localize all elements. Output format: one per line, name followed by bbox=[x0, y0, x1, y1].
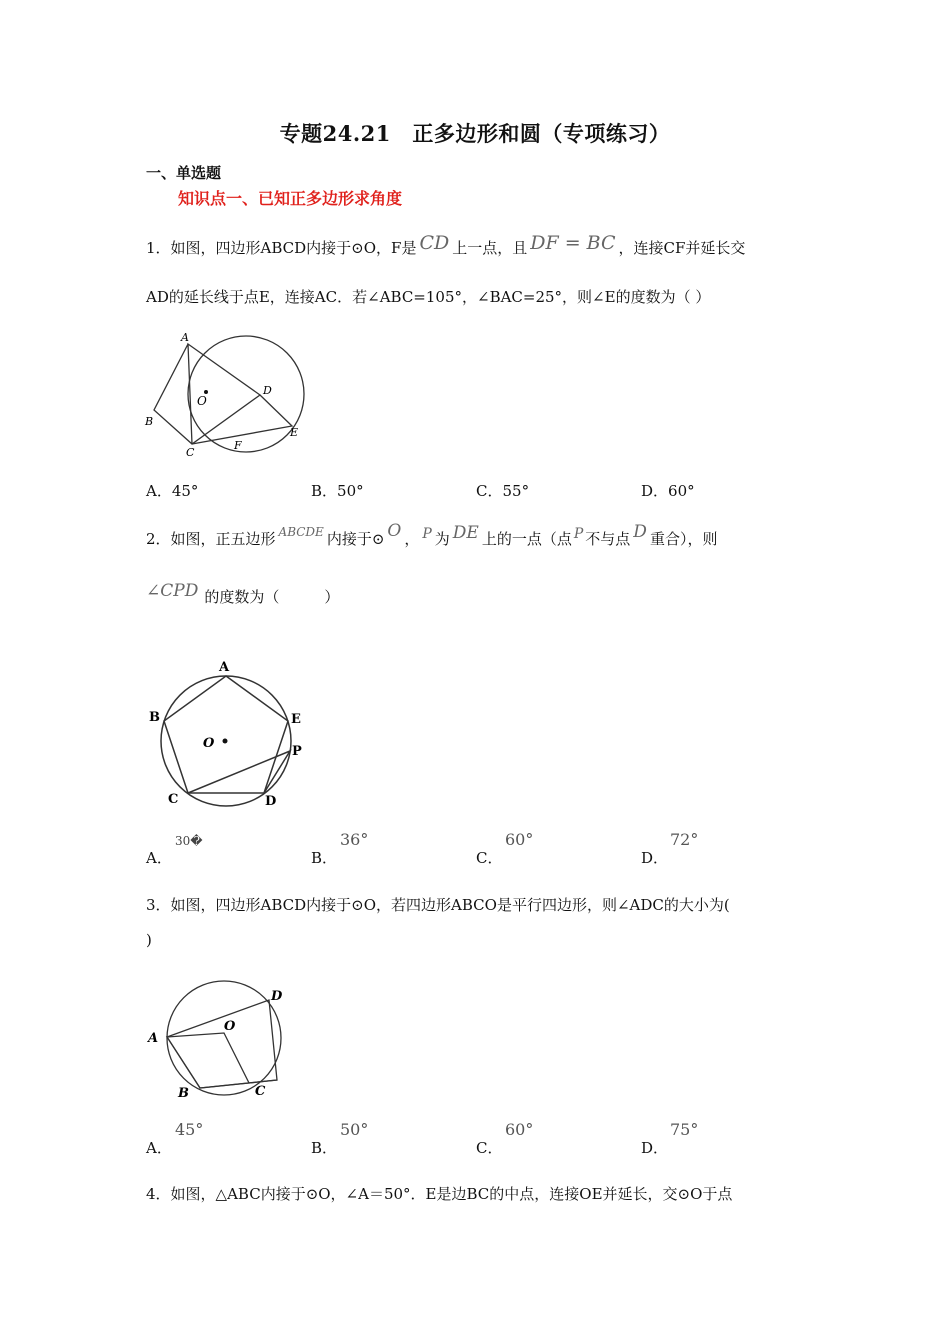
q3-label-d: D bbox=[271, 989, 283, 1004]
q1-line1 bbox=[146, 232, 746, 258]
q2-angle-lines bbox=[188, 751, 290, 793]
q1-label-a: A bbox=[181, 331, 189, 344]
q2-option-d[interactable]: D． 72° bbox=[641, 830, 699, 867]
q2-figure bbox=[140, 655, 315, 813]
q1-arc-cd: CD bbox=[419, 232, 450, 254]
q1-label-f: F bbox=[234, 439, 242, 452]
q2-math-o: O bbox=[387, 521, 402, 541]
q1-figure bbox=[140, 328, 310, 456]
q3-quadrilateral bbox=[167, 1000, 277, 1088]
q3-figure bbox=[140, 975, 300, 1103]
q3-option-d[interactable]: D． 75° bbox=[641, 1120, 699, 1157]
q2-math-p: P bbox=[422, 526, 432, 542]
q1-label-o: O bbox=[197, 394, 207, 408]
q2-text-part3: ， bbox=[404, 530, 420, 548]
q1-label-d: D bbox=[263, 384, 272, 397]
q2-option-b[interactable]: B． 36° bbox=[311, 830, 369, 867]
q2-center-dot bbox=[223, 739, 228, 744]
q2-label-p: P bbox=[292, 744, 302, 759]
q2-text-part7: 重合），则 bbox=[649, 530, 718, 548]
q2-label-c: C bbox=[168, 792, 179, 807]
q3-option-c[interactable]: C． 60° bbox=[476, 1120, 534, 1157]
q2-label-d: D bbox=[265, 794, 277, 809]
q2-label-b: B bbox=[149, 710, 160, 725]
q2-text-part5: 上的一点（点 bbox=[481, 530, 572, 548]
q2-text-part1: 2．如图，正五边形 bbox=[146, 530, 276, 548]
page-title: 专题24.21 正多边形和圆（专项练习） bbox=[279, 121, 671, 146]
q2-math-abcde: ABCDE bbox=[278, 525, 324, 539]
q2-label-e: E bbox=[291, 712, 301, 727]
q3-label-o: O bbox=[224, 1019, 236, 1034]
q3-line2: ) bbox=[146, 931, 152, 949]
q1-option-c[interactable]: C．55° bbox=[476, 482, 530, 500]
q3-option-a[interactable]: A． 45° bbox=[146, 1120, 204, 1157]
q3-label-a: A bbox=[148, 1031, 159, 1046]
q1-quadrilateral bbox=[154, 344, 260, 444]
q1-option-a[interactable]: A．45° bbox=[146, 482, 199, 500]
q1-text-part1: 1．如图，四边形ABCD内接于⊙O，F是 bbox=[146, 239, 417, 257]
q1-text-part2: 上一点，且 bbox=[452, 239, 528, 257]
q3-label-b: B bbox=[178, 1086, 189, 1101]
q2-text-part2: 内接于⊙ bbox=[326, 530, 385, 548]
q2-text-part8: 的度数为（ ） bbox=[204, 588, 340, 606]
q2-text-part6: 不与点 bbox=[585, 530, 631, 548]
q1-label-e: E bbox=[290, 426, 299, 439]
q1-option-b[interactable]: B．50° bbox=[311, 482, 364, 500]
q1-option-d[interactable]: D．60° bbox=[641, 482, 695, 500]
q2-arc-de: DE bbox=[452, 523, 479, 543]
q3-circle bbox=[167, 981, 281, 1095]
q3-option-b[interactable]: B． 50° bbox=[311, 1120, 369, 1157]
q2-text-part4: 为 bbox=[434, 530, 450, 548]
q2-option-a[interactable]: A． 30� bbox=[146, 834, 203, 867]
q2-math-d: D bbox=[633, 522, 647, 542]
q2-option-c[interactable]: C． 60° bbox=[476, 830, 534, 867]
q1-arc-equation: DF = BC bbox=[530, 232, 616, 254]
q1-line2: AD的延长线于点E，连接AC．若∠ABC=105°，∠BAC=25°，则∠E的度数为（ ） bbox=[146, 288, 711, 306]
q2-math-angle-cpd: ∠CPD bbox=[146, 581, 199, 601]
subsection-heading: 知识点一、已知正多边形求角度 bbox=[178, 189, 403, 208]
q3-parallelogram bbox=[167, 1033, 249, 1088]
q2-label-o: O bbox=[203, 736, 215, 751]
q1-label-b: B bbox=[145, 415, 154, 428]
q1-label-c: C bbox=[186, 446, 195, 456]
q2-math-p2: P bbox=[573, 526, 584, 542]
q2-label-a: A bbox=[219, 660, 230, 675]
q3-line1: 3．如图，四边形ABCD内接于⊙O，若四边形ABCO是平行四边形，则∠ADC的大小为( bbox=[146, 896, 730, 914]
q1-text-part3: ，连接CF并延长交 bbox=[618, 239, 746, 257]
section-heading: 一、单选题 bbox=[146, 164, 222, 182]
q3-label-c: C bbox=[255, 1084, 266, 1099]
q2-line2 bbox=[146, 581, 546, 607]
q2-line1 bbox=[146, 521, 718, 549]
q4-line1: 4．如图，△ABC内接于⊙O，∠A＝50°．E是边BC的中点，连接OE并延长，交⊙O于点 bbox=[146, 1185, 733, 1203]
